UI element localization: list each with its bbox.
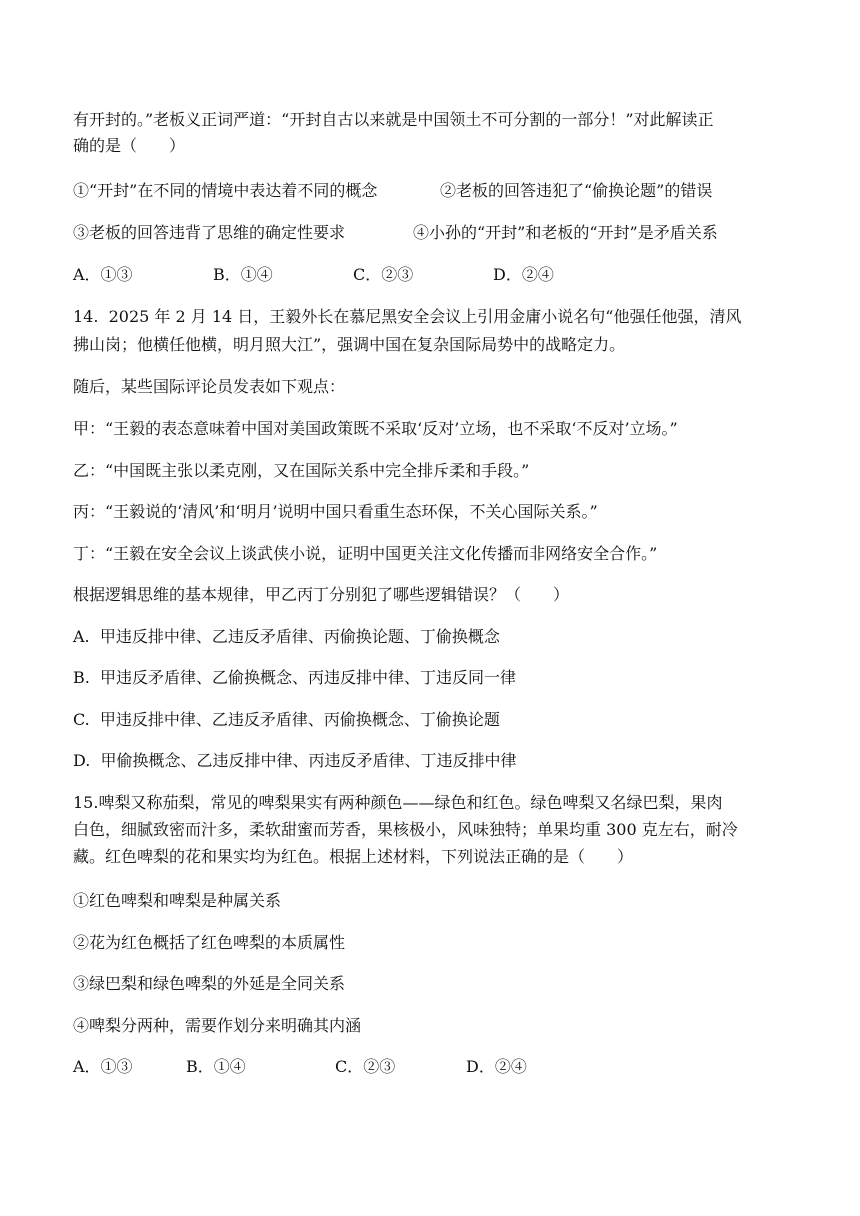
q15-stem-line2: 白色，细腻致密而汁多，柔软甜蜜而芳香，果核极小，风味独特；单果均重 300 克左右，耐冷 bbox=[73, 820, 738, 839]
q15-item-3: ③绿巴梨和绿色啤梨的外延是全同关系 bbox=[73, 974, 346, 993]
q15-item-1: ①红色啤梨和啤梨是种属关系 bbox=[73, 891, 282, 910]
q14-stem-line2: 拂山岗；他横任他横，明月照大江”，强调中国在复杂国际局势中的战略定力。 bbox=[73, 335, 626, 354]
q13-option-d: D．②④ bbox=[493, 265, 554, 284]
q15-option-d: D．②④ bbox=[466, 1057, 527, 1076]
q14-view-bing: 丙：“王毅说的‘清风’和‘明月’说明中国只看重生态环保，不关心国际关系。” bbox=[73, 502, 598, 521]
q15-option-c: C．②③ bbox=[335, 1057, 396, 1076]
q14-option-d: D. 甲偷换概念、乙违反排中律、丙违反矛盾律、丁违反排中律 bbox=[73, 751, 517, 770]
q15-stem-line1: 15.啤梨又称茄梨，常见的啤梨果实有两种颜色——绿色和红色。绿色啤梨又名绿巴梨，果肉 bbox=[73, 793, 723, 812]
q13-item-4: ④小孙的“开封”和老板的“开封”是矛盾关系 bbox=[413, 223, 718, 242]
q13-option-a: A．①③ bbox=[73, 265, 133, 284]
q13-option-c: C．②③ bbox=[353, 265, 414, 284]
q13-item-1: ①“开封”在不同的情境中表达着不同的概念 bbox=[73, 181, 378, 200]
q14-question: 根据逻辑思维的基本规律，甲乙丙丁分别犯了哪些逻辑错误？（ ） bbox=[73, 585, 570, 604]
q15-item-2: ②花为红色概括了红色啤梨的本质属性 bbox=[73, 933, 346, 952]
q15-option-a: A．①③ bbox=[73, 1057, 133, 1076]
q15-item-4: ④啤梨分两种，需要作划分来明确其内涵 bbox=[73, 1016, 362, 1035]
q14-stem-line1: 14. 2025 年 2 月 14 日，王毅外长在慕尼黑安全会议上引用金庸小说名句“他强任他强，清风 bbox=[73, 307, 742, 326]
q14-option-a: A. 甲违反排中律、乙违反矛盾律、丙偷换论题、丁偷换概念 bbox=[73, 627, 500, 646]
q13-stem-line1: 有开封的。”老板义正词严道：“开封自古以来就是中国领土不可分割的一部分！”对此解读正 bbox=[73, 110, 714, 129]
q14-intro: 随后，某些国际评论员发表如下观点： bbox=[73, 377, 346, 396]
q15-option-b: B．①④ bbox=[186, 1057, 246, 1076]
q14-view-jia: 甲：“王毅的表态意味着中国对美国政策既不采取‘反对’立场，也不采取‘不反对’立场。” bbox=[73, 419, 678, 438]
q13-item-2: ②老板的回答违犯了“偷换论题”的错误 bbox=[440, 181, 713, 200]
q13-options bbox=[73, 264, 554, 286]
q14-view-ding: 丁：“王毅在安全会议上谈武侠小说，证明中国更关注文化传播而非网络安全合作。” bbox=[73, 544, 658, 563]
q15-stem-line3: 藏。红色啤梨的花和果实均为红色。根据上述材料，下列说法正确的是（ ） bbox=[73, 847, 634, 866]
q14-option-c: C. 甲违反排中律、乙违反矛盾律、丙偷换概念、丁偷换论题 bbox=[73, 710, 500, 729]
q13-item-3: ③老板的回答违背了思维的确定性要求 bbox=[73, 223, 346, 242]
q14-view-yi: 乙：“中国既主张以柔克刚，又在国际关系中完全排斥柔和手段。” bbox=[73, 461, 530, 480]
q13-stem-line2: 确的是（ ） bbox=[73, 136, 186, 155]
q13-option-b: B．①④ bbox=[213, 265, 273, 284]
q14-option-b: B. 甲违反矛盾律、乙偷换概念、丙违反排中律、丁违反同一律 bbox=[73, 668, 517, 687]
q15-options bbox=[73, 1056, 527, 1078]
